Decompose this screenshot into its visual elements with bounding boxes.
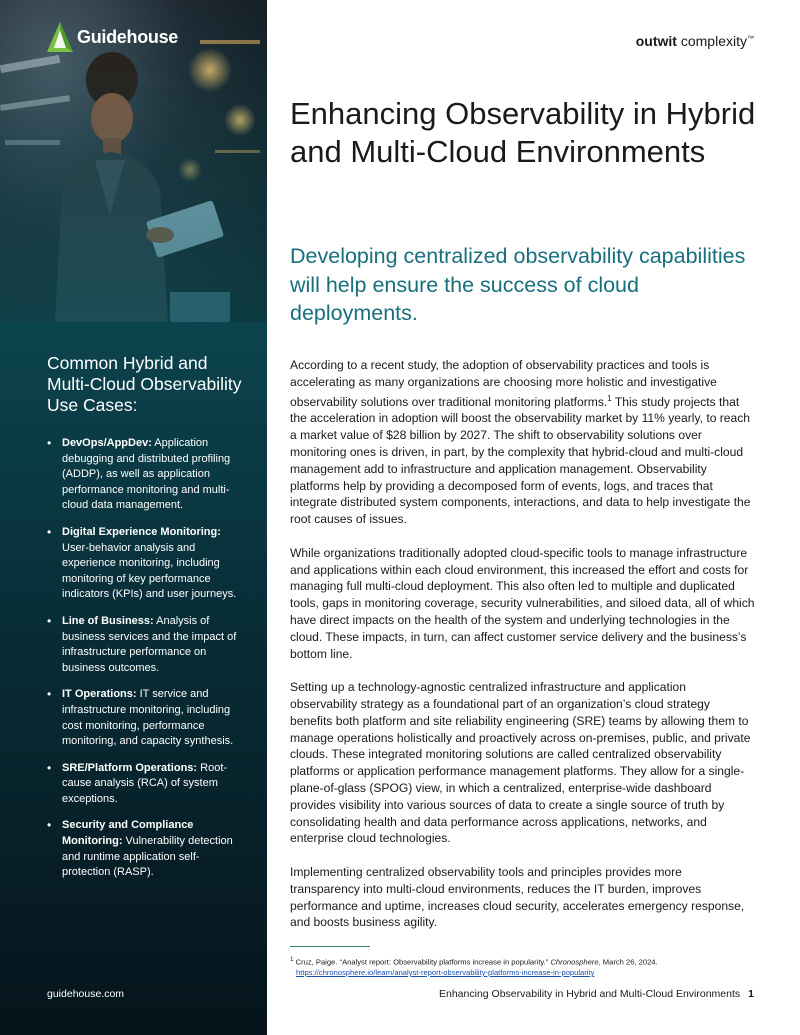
paragraph-1-part-b: This study projects that the acceleration in adoption will boost the observability market by 11% yearly, to reach a market value of $28 billion by 2027. The shift to observability solutions over monitoring ones is driven, in part, by the complexity that hybrid-cloud and multi-cloud management add to infrastructure and application management. Observability platforms help by providing a decomposed form of events, logs, and traces that integrate distributed system components, interactions, and data to help investigate the root causes of issues. — [290, 394, 751, 527]
use-case-term: Line of Business: — [62, 614, 154, 627]
use-case-term: DevOps/AppDev: — [62, 437, 152, 449]
trademark-mark: ™ — [747, 35, 754, 43]
use-case-term: Digital Experience Monitoring: — [62, 525, 221, 538]
paragraph-3: Setting up a technology-agnostic centralized infrastructure and application observability strategy as a foundational part of an organization’s cloud strategy benefits both platform and site reliability engineering (SRE) teams by allowing them to manage operations holistically and proactively across on-premises, public, and private clouds. These integrated monitoring solutions are called centralized observability platforms or application performance management platforms. They allow for a single-plane-of-glass (SPOG) view, in which a centralized, enterprise-wide dashboard provides visibility into various sources of data to create a single source of truth by consolidating health and data performance across applications, networks, and enterprise cloud technologies. — [290, 680, 751, 846]
footnote-link[interactable]: https://chronosphere.io/learn/analyst-report-observability-platforms-increase-in-popularity — [296, 968, 595, 978]
guidehouse-logo-icon — [47, 22, 73, 52]
footnote-text-a: Cruz, Paige. “Analyst report: Observability platforms increase in popularity.” — [293, 957, 551, 967]
use-cases-list — [47, 436, 247, 881]
tagline-bold: outwit — [635, 33, 677, 49]
page-subtitle: Developing centralized observability capabilities will help ensure the success of cloud deployments. — [290, 244, 746, 325]
use-case-text: User-behavior analysis and experience monitoring, including monitoring of key performance indicators (KPIs) and user journeys. — [62, 541, 237, 601]
footer-site-link[interactable]: guidehouse.com — [47, 988, 125, 1000]
use-case-term: SRE/Platform Operations: — [62, 761, 198, 774]
paragraph-4: Implementing centralized observability tools and principles provides more transparency into multi-cloud environments, reduces the IT burden, improves performance and uptime, increases cloud security, accelerates emergency response, and boosts business agility. — [290, 864, 745, 930]
page-number: 1 — [748, 988, 754, 1000]
footer-title-text: Enhancing Observability in Hybrid and Multi-Cloud Environments — [439, 988, 741, 1000]
use-case-item — [47, 818, 247, 880]
use-case-text: IT service and infrastructure monitoring, including cost monitoring, performance monitoring, and capacity synthesis. — [62, 688, 234, 748]
use-case-text: Analysis of business services and the impact of infrastructure performance on business outcomes. — [62, 614, 237, 674]
footnote-divider — [290, 946, 370, 947]
paragraph-2: While organizations traditionally adopted cloud-specific tools to manage infrastructure and applications within each cloud environment, this increased the effort and costs for managing full multi-cloud deployment. This also often led to multiple and duplicated tools, gaps in monitoring coverage, security vulnerabilities, and siloed data, all of which have direct impacts on the health of the system and underlying technologies in the cloud. These impacts, in turn, can affect customer service delivery and the business’s bottom line. — [290, 545, 755, 661]
use-case-item — [47, 525, 247, 603]
use-case-item — [47, 436, 247, 514]
footnote — [290, 955, 770, 979]
use-case-text: Application debugging and distributed profiling (ADDP), as well as application performance monitoring and multi-cloud data management. — [62, 437, 231, 512]
use-case-term: Security and Compliance Monitoring: — [62, 819, 194, 848]
use-case-term: IT Operations: — [62, 688, 137, 701]
footnote-number: 1 — [290, 956, 294, 963]
article-body — [290, 357, 755, 948]
use-case-text: Root-cause analysis (RCA) of system exceptions. — [62, 761, 228, 805]
paragraph-1 — [290, 357, 755, 528]
sidebar-panel — [0, 0, 267, 1035]
guidehouse-logo-text: Guidehouse — [77, 26, 179, 47]
paragraph-1-part-a: According to a recent study, the adoption of observability practices and tools is accelerating as many organizations are choosing more holistic and investigative observability solutions over traditional monitoring platforms. — [290, 358, 717, 409]
guidehouse-logo — [47, 22, 178, 52]
use-case-item — [47, 761, 247, 808]
use-case-item — [47, 687, 247, 749]
use-cases-title: Common Hybrid and Multi-Cloud Observability Use Cases: — [47, 353, 242, 415]
brand-tagline — [636, 33, 754, 49]
footer-doc-title — [439, 988, 754, 1000]
tagline-rest: complexity — [676, 33, 747, 49]
footnote-source: Chronosphere — [550, 957, 599, 967]
use-case-text: Vulnerability detection and runtime application self-protection (RASP). — [62, 835, 233, 879]
footnote-ref[interactable]: 1 — [607, 393, 612, 403]
page-title: Enhancing Observability in Hybrid and Multi-Cloud Environments — [290, 96, 756, 169]
use-case-item — [47, 614, 247, 676]
use-cases-box — [47, 353, 247, 892]
footnote-text-b: , March 26, 2024. — [598, 957, 658, 967]
